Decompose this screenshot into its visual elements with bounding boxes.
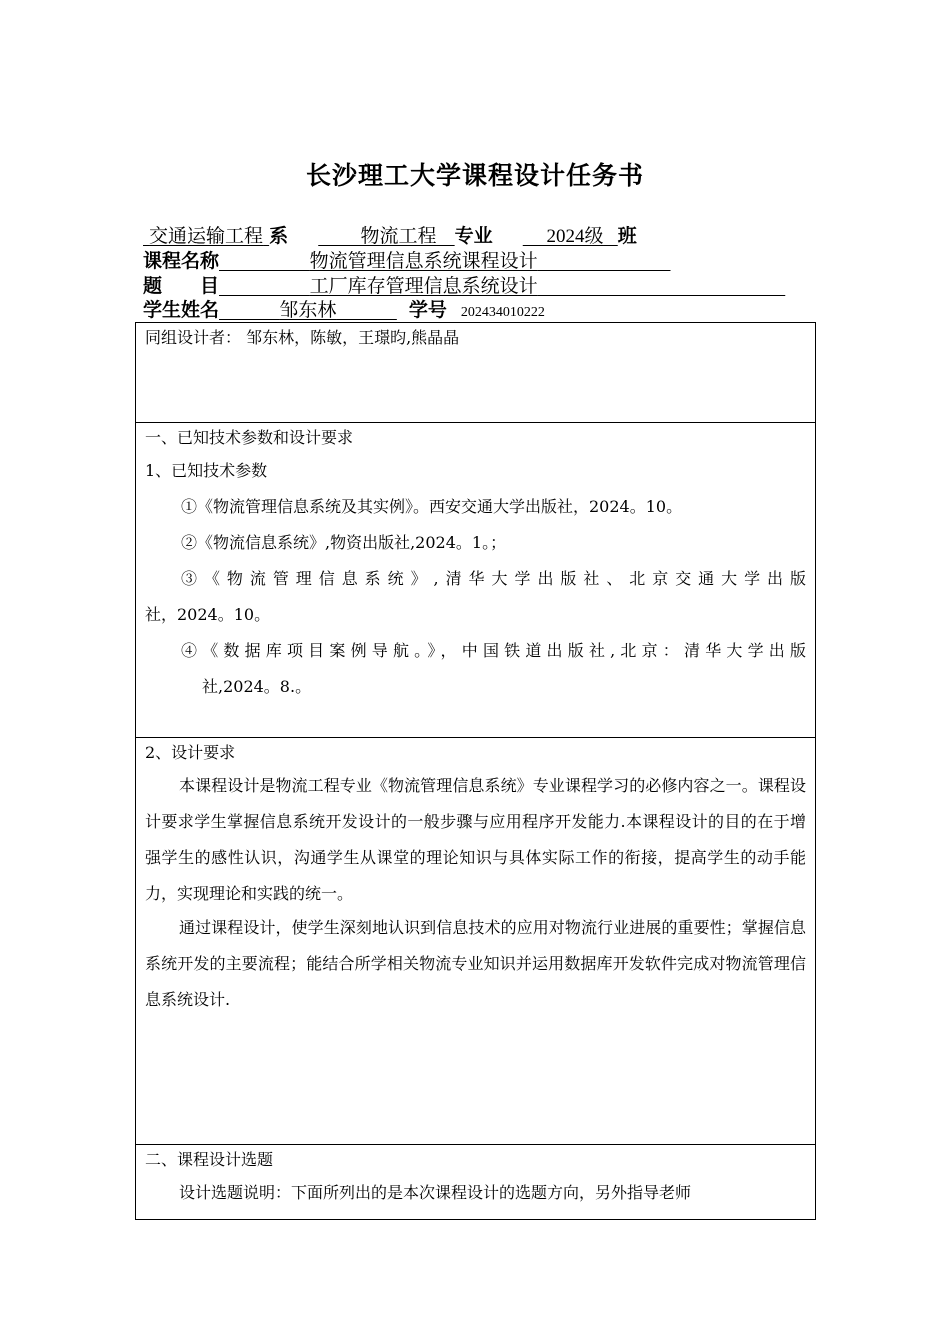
design-requirement-paragraph-1: 本课程设计是物流工程专业《物流管理信息系统》专业课程学习的必修内容之一。课程设计要求学生掌握信息系统开发设计的一般步骤与应用程序开发能力.本课程设计的目的在于增强学生的感性认识，沟通学生从课堂的理论知识与具体实际工作的衔接，提高学生的动手能力，实现理论和实践的统一。 [145,776,806,903]
topic-label: 题 目 [143,275,220,297]
section1-sub-heading: 1、已知技术参数 [145,461,268,480]
section3-heading: 二、课程设计选题 [145,1150,274,1169]
group-cell [136,323,816,423]
course-line [143,249,671,273]
reference-1: ①《物流管理信息系统及其实例》。西安交通大学出版社，2024。10。 [181,497,683,516]
task-table [135,322,816,1220]
id-label: 学号 [408,299,447,321]
course-label: 课程名称 [143,250,220,272]
section3-row [136,1145,816,1220]
department-label: 系 [269,225,289,247]
group-row [136,323,816,423]
student-line [143,298,545,325]
student-label: 学生姓名 [143,299,220,321]
class-label: 班 [617,225,637,247]
group-designers: 同组设计者： 邹东林，陈敏，王璟昀,熊晶晶 [145,328,460,347]
reference-4-line-2: 社,2024。8.。 [202,677,312,696]
department-value: 交通运输工程 [149,225,264,247]
topic-line [143,274,785,298]
section2-heading: 2、设计要求 [145,743,236,762]
section1-cell [136,423,816,738]
student-value: 邹东林 [279,299,337,321]
grade-value: 2024级 [546,226,604,247]
course-value: 物流管理信息系统课程设计 [309,250,538,272]
department-line [143,224,637,249]
section1-heading: 一、已知技术参数和设计要求 [145,428,354,447]
section2-cell [136,738,816,1145]
section3-cell [136,1145,816,1220]
topic-selection-paragraph: 设计选题说明：下面所列出的是本次课程设计的选题方向，另外指导老师 [179,1183,692,1202]
section2-row [136,738,816,1145]
topic-value: 工厂库存管理信息系统设计 [309,275,538,297]
reference-2: ②《物流信息系统》,物资出版社,2024。1。； [181,533,507,552]
design-requirement-paragraph-2: 通过课程设计，使学生深刻地认识到信息技术的应用对物流行业进展的重要性；掌握信息系统开发的主要流程；能结合所学相关物流专业知识并运用数据库开发软件完成对物流管理信息系统设计. [145,918,806,1009]
section1-row [136,423,816,738]
id-value: 202434010222 [460,305,545,320]
major-label: 专业 [454,225,493,247]
major-value: 物流工程 [360,225,437,247]
page-title: 长沙理工大学课程设计任务书 [305,161,644,190]
reference-3-line-1: ③《物流管理信息系统》,清华大学出版社、北京交通大学出版 [181,569,806,588]
reference-4-line-1: ④《数据库项目案例导航。》，中国铁道出版社,北京：清华大学出版 [181,641,806,660]
reference-3-line-2: 社，2024。10。 [145,605,271,624]
